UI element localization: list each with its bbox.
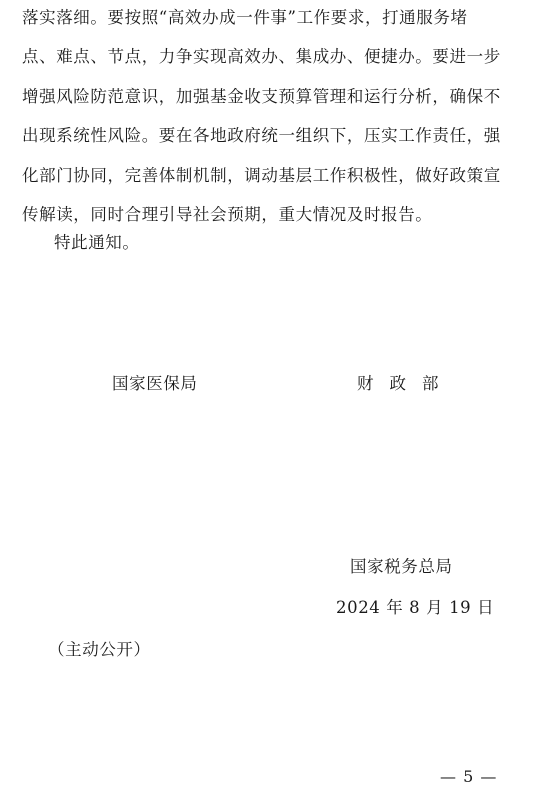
page-number: — 5 — [440, 767, 498, 786]
body-text-line-6: 传解读，同时合理引导社会预期，重大情况及时报告。 [22, 205, 433, 224]
body-text-line-3: 增强风险防范意识，加强基金收支预算管理和运行分析，确保不 [22, 87, 501, 106]
body-text-line-5: 化部门协同，完善体制机制，调动基层工作积极性，做好政策宣 [22, 166, 501, 185]
signer-healthcare-security: 国家医保局 [112, 374, 198, 393]
body-text-line-1: 落实落细。要按照“高效办成一件事”工作要求，打通服务堵 [22, 8, 468, 27]
issue-date: 2024 年 8 月 19 日 [336, 598, 495, 617]
disclosure-note: （主动公开） [48, 640, 151, 659]
body-text-line-2: 点、难点、节点，力争实现高效办、集成办、便捷办。要进一步 [22, 47, 501, 66]
signer-finance: 财政部 [357, 374, 455, 393]
closing-phrase: 特此通知。 [54, 233, 140, 252]
signer-taxation: 国家税务总局 [350, 557, 453, 576]
body-text-line-4: 出现系统性风险。要在各地政府统一组织下，压实工作责任，强 [22, 126, 501, 145]
